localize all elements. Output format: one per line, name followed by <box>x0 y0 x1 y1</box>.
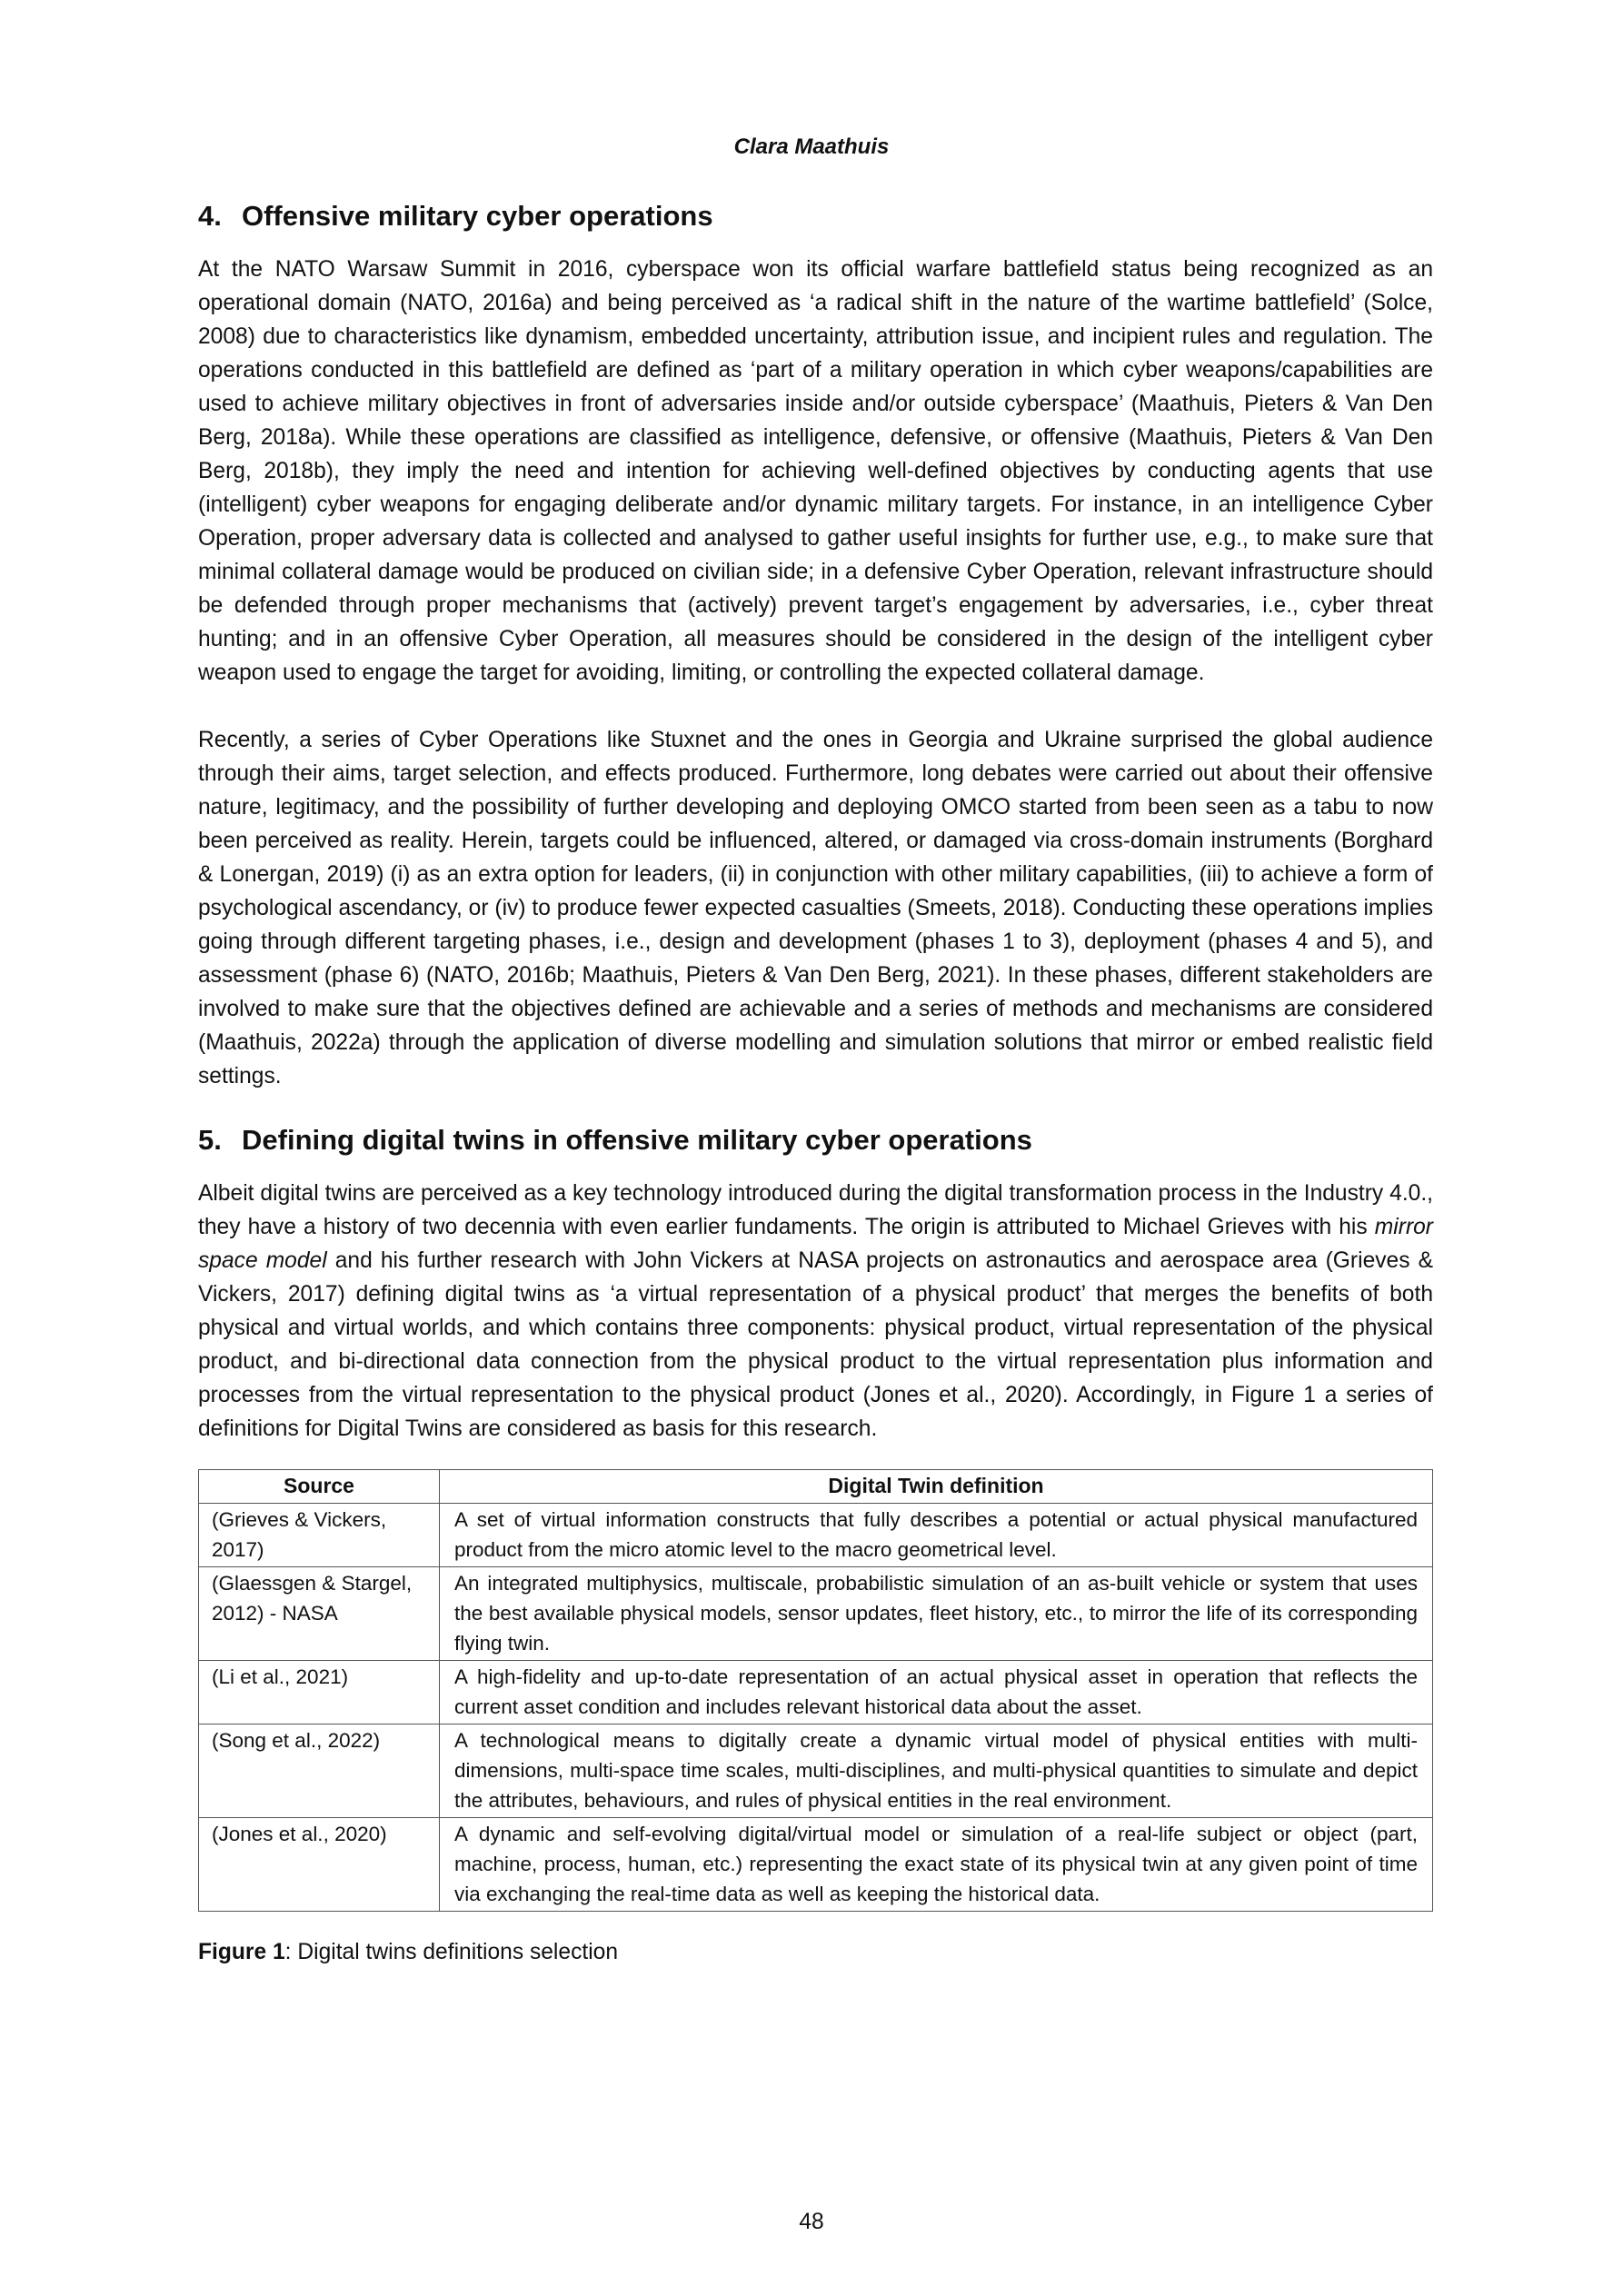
section-5-italic-term: mirror space model <box>198 1215 1433 1273</box>
table-cell-source: (Song et al., 2022) <box>199 1724 440 1818</box>
section-4-title: Offensive military cyber operations <box>242 200 713 232</box>
section-5-heading <box>198 1120 1433 1160</box>
table-header-row <box>199 1470 1433 1504</box>
section-5-text-start: Albeit digital twins are perceived as a key technology introduced during the digital transformation process in the Industry 4.0., they have a history of two decennia with even earlier fundaments. The origin is attributed to Michael Grieves with his <box>198 1181 1433 1239</box>
figure-1-label: Figure 1 <box>198 1940 285 1964</box>
section-5-text-end: and his further research with John Vickers at NASA projects on astronautics and aerospace area (Grieves & Vickers, 2017) defining digital twins as ‘a virtual representation of a physical product’ that merges the benefits of both physical and virtual worlds, and which contains three components: physical product, virtual representation of the physical product, and bi-directional data connection from the physical product to the virtual representation plus information and processes from the virtual representation to the physical product (Jones et al., 2020). Accordingly, in Figure 1 a series of definitions for Digital Twins are considered as basis for this research. <box>198 1248 1433 1441</box>
table-cell-definition: A set of virtual information constructs that fully describes a potential or actual physical manufactured product from the micro atomic level to the macro geometrical level. <box>440 1504 1433 1567</box>
digital-twin-definitions-table <box>198 1469 1433 1912</box>
table-cell-source: (Glaessgen & Stargel, 2012) - NASA <box>199 1567 440 1661</box>
page-number: 48 <box>799 2210 824 2234</box>
table-cell-definition: A technological means to digitally create a dynamic virtual model of physical entities with multi-dimensions, multi-space time scales, multi-disciplines, and multi-physical quantities to simulate and depict the attributes, behaviours, and rules of physical entities in the real environment. <box>440 1724 1433 1818</box>
column-header-source: Source <box>199 1470 440 1504</box>
table-cell-source: (Grieves & Vickers, 2017) <box>199 1504 440 1567</box>
figure-1-caption <box>198 1935 1433 1969</box>
column-header-definition: Digital Twin definition <box>440 1470 1433 1504</box>
section-4-paragraph-1: At the NATO Warsaw Summit in 2016, cyberspace won its official warfare battlefield status being recognized as an operational domain (NATO, 2016a) and being perceived as ‘a radical shift in the nature of the wartime battlefield’ (Solce, 2008) due to characteristics like dynamism, embedded uncertainty, attribution issue, and incipient rules and regulation. The operations conducted in this battlefield are defined as ‘part of a military operation in which cyber weapons/capabilities are used to achieve military objectives in front of adversaries inside and/or outside cyberspace’ (Maathuis, Pieters & Van Den Berg, 2018a). While these operations are classified as intelligence, defensive, or offensive (Maathuis, Pieters & Van Den Berg, 2018b), they imply the need and intention for achieving well-defined objectives by conducting agents that use (intelligent) cyber weapons for engaging deliberate and/or dynamic military targets. For instance, in an intelligence Cyber Operation, proper adversary data is collected and analysed to gather useful insights for further use, e.g., to make sure that minimal collateral damage would be produced on civilian side; in a defensive Cyber Operation, relevant infrastructure should be defended through proper mechanisms that (actively) prevent target’s engagement by adversaries, i.e., cyber threat hunting; and in an offensive Cyber Operation, all measures should be considered in the design of the intelligent cyber weapon used to engage the target for avoiding, limiting, or controlling the expected collateral damage. <box>198 257 1433 685</box>
table-row <box>199 1818 1433 1912</box>
running-head-author: Clara Maathuis <box>733 134 890 159</box>
section-4-heading <box>198 196 1433 236</box>
section-5-paragraph <box>198 1177 1433 1446</box>
table-row <box>199 1504 1433 1567</box>
section-4-paragraph-2: Recently, a series of Cyber Operations like Stuxnet and the ones in Georgia and Ukraine surprised the global audience through their aims, target selection, and effects produced. Furthermore, long debates were carried out about their offensive nature, legitimacy, and the possibility of further developing and deploying OMCO started from been seen as a tabu to now been perceived as reality. Herein, targets could be influenced, altered, or damaged via cross-domain instruments (Borghard & Lonergan, 2019) (i) as an extra option for leaders, (ii) in conjunction with other military capabilities, (iii) to achieve a form of psychological ascendancy, or (iv) to produce fewer expected casualties (Smeets, 2018). Conducting these operations implies going through different targeting phases, i.e., design and development (phases 1 to 3), deployment (phases 4 and 5), and assessment (phase 6) (NATO, 2016b; Maathuis, Pieters & Van Den Berg, 2021). In these phases, different stakeholders are involved to make sure that the objectives defined are achievable and a series of methods and mechanisms are considered (Maathuis, 2022a) through the application of diverse modelling and simulation solutions that mirror or embed realistic field settings. <box>198 728 1433 1088</box>
table-cell-source: (Li et al., 2021) <box>199 1661 440 1724</box>
section-4-number: 4. <box>198 200 222 232</box>
table-cell-definition: An integrated multiphysics, multiscale, probabilistic simulation of an as-built vehicle or system that uses the best available physical models, sensor updates, fleet history, etc., to mirror the life of its corresponding flying twin. <box>440 1567 1433 1661</box>
table-row <box>199 1724 1433 1818</box>
table-row <box>199 1661 1433 1724</box>
table-cell-source: (Jones et al., 2020) <box>199 1818 440 1912</box>
table-cell-definition: A high-fidelity and up-to-date representation of an actual physical asset in operation that reflects the current asset condition and includes relevant historical data about the asset. <box>440 1661 1433 1724</box>
figure-1-caption-text: : Digital twins definitions selection <box>284 1940 619 1964</box>
table-row <box>199 1567 1433 1661</box>
section-5-title: Defining digital twins in offensive military cyber operations <box>242 1124 1032 1156</box>
page-content <box>198 196 1433 1969</box>
section-5-number: 5. <box>198 1124 222 1156</box>
table-cell-definition: A dynamic and self-evolving digital/virtual model or simulation of a real-life subject or object (part, machine, process, human, etc.) representing the exact state of its physical twin at any given point of time via exchanging the real-time data as well as keeping the historical data. <box>440 1818 1433 1912</box>
